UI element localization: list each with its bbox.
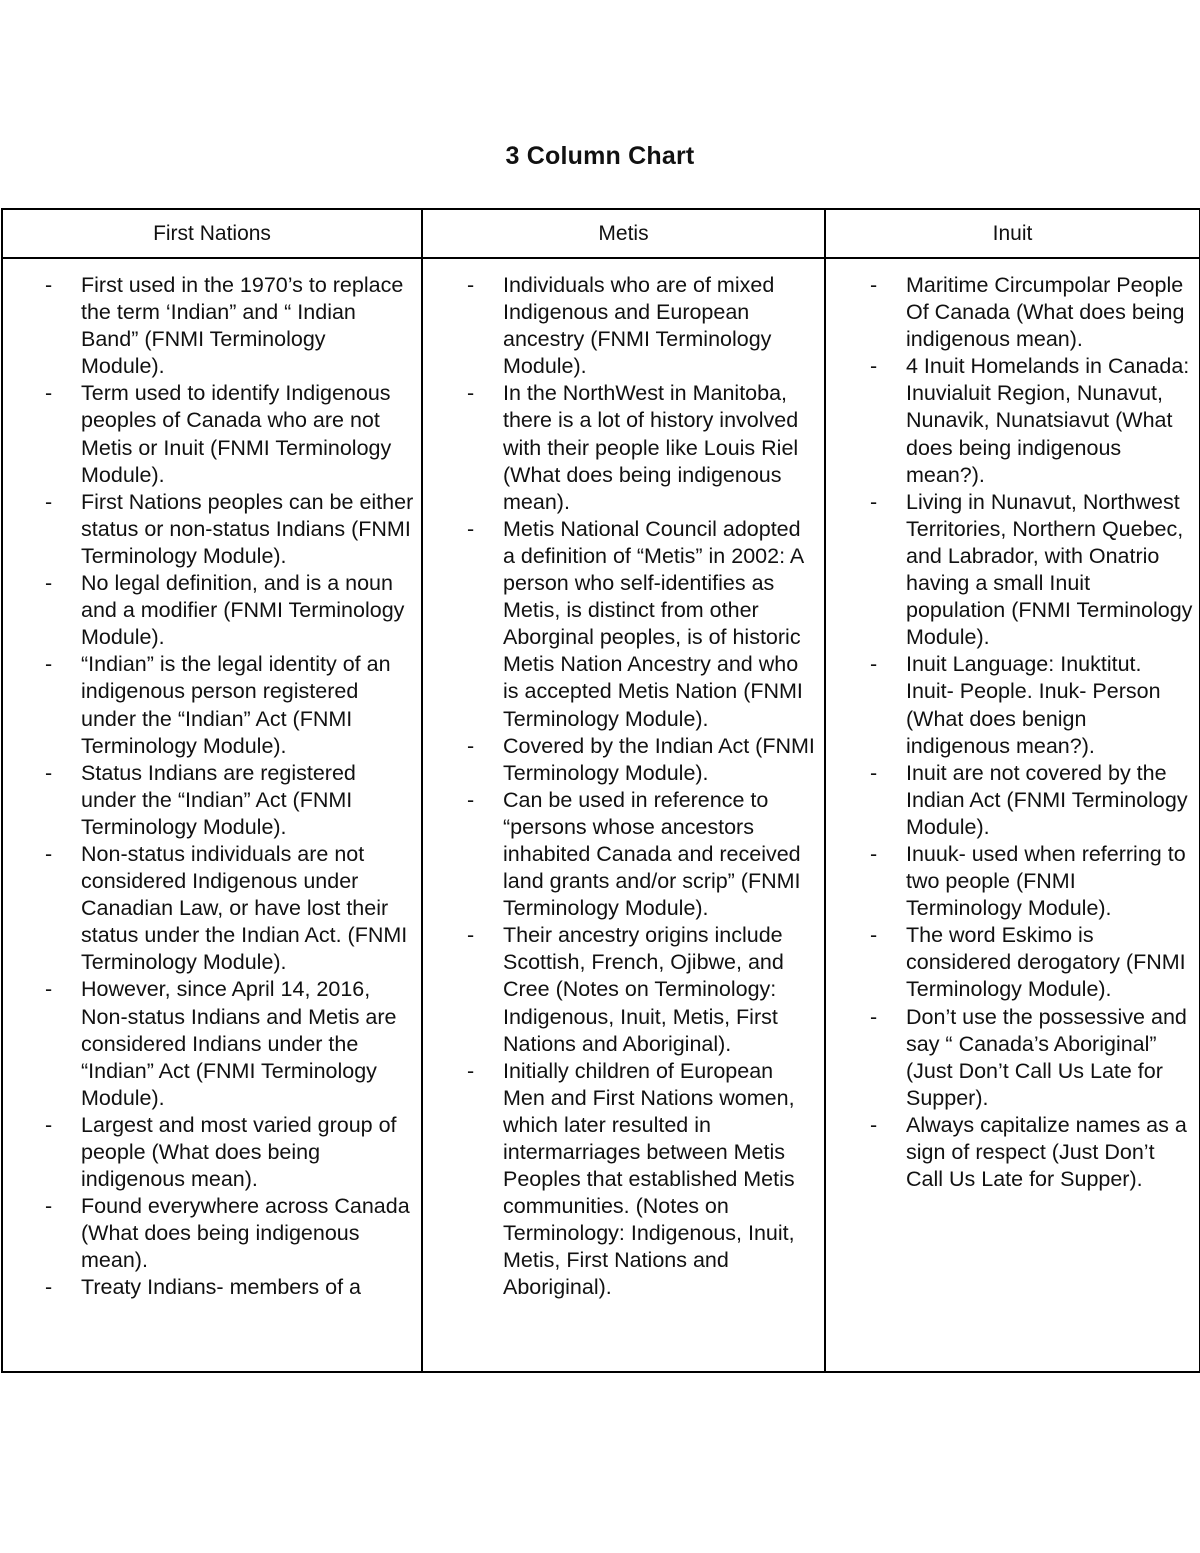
list-item (3, 651, 421, 759)
bullet-dash: - (45, 841, 53, 866)
list-item (3, 976, 421, 1111)
list-item (423, 733, 824, 787)
list-item-text: Their ancestry origins include Scottish, French, Ojibwe, and Cree (Notes on Terminology: Indigenous, Inuit, Metis, First Nations and Aboriginal). (503, 923, 784, 1056)
list-item-text: Always capitalize names as a sign of respect (Just Don’t Call Us Late for Supper). (906, 1112, 1187, 1192)
first-nations-list (3, 272, 421, 1302)
list-item (3, 489, 421, 570)
list-item-text: Term used to identify Indigenous peoples of Canada who are not Metis or Inuit (FNMI Terminology Module). (81, 381, 392, 487)
bullet-dash: - (45, 273, 53, 297)
bullet-dash: - (467, 923, 475, 948)
bullet-dash: - (870, 1112, 878, 1137)
list-item-text: Metis National Council adopted a definition of “Metis” in 2002: A person who self-identifies as Metis, is distinct from other Aborginal peoples, is of historic Metis Nation Ancestry and who is accepted Metis Nation (FNMI Terminology Module). (503, 516, 803, 731)
three-column-table (1, 208, 1200, 1373)
bullet-dash: - (45, 571, 53, 596)
list-item (3, 1274, 421, 1301)
bullet-dash: - (870, 652, 878, 677)
bullet-dash: - (45, 1275, 53, 1300)
list-item-text: “Indian” is the legal identity of an indigenous person registered under the “Indian” Act (FNMI Terminology Module). (81, 652, 391, 758)
bullet-dash: - (45, 1194, 53, 1219)
bullet-dash: - (870, 354, 878, 379)
column-header-first-nations: First Nations (2, 209, 422, 258)
bullet-dash: - (45, 489, 53, 514)
list-item (826, 353, 1199, 488)
list-item (3, 1112, 421, 1193)
list-item-text: Found everywhere across Canada (What does being indigenous mean). (81, 1194, 410, 1273)
metis-cell (422, 258, 825, 1372)
list-item-text: Don’t use the possessive and say “ Canada’s Aboriginal” (Just Don’t Call Us Late for Supper). (906, 1004, 1187, 1110)
column-header-metis: Metis (422, 209, 825, 258)
bullet-dash: - (467, 733, 475, 758)
list-item-text: Inuit are not covered by the Indian Act (FNMI Terminology Module). (906, 760, 1188, 839)
list-item (3, 1193, 421, 1274)
metis-list (423, 272, 824, 1302)
list-item-text: Maritime Circumpolar People Of Canada (What does being indigenous mean). (906, 273, 1185, 352)
list-item-text: Individuals who are of mixed Indigenous and European ancestry (FNMI Terminology Module). (503, 273, 775, 379)
bullet-dash: - (467, 381, 475, 406)
first-nations-cell (2, 258, 422, 1372)
list-item (3, 272, 421, 380)
header-row (2, 209, 1200, 258)
list-item-text: First Nations peoples can be either status or non-status Indians (FNMI Terminology Module). (81, 489, 414, 568)
list-item (826, 922, 1199, 1003)
list-item-text: Treaty Indians- members of a (81, 1275, 362, 1300)
list-item (826, 1112, 1199, 1193)
content-row (2, 258, 1200, 1372)
list-item (3, 841, 421, 976)
list-item-text: Status Indians are registered under the “Indian” Act (FNMI Terminology Module). (81, 760, 356, 839)
list-item-text: Can be used in reference to “persons whose ancestors inhabited Canada and received land grants and/or scrip” (FNMI Terminology Module). (503, 787, 801, 921)
bullet-dash: - (870, 760, 878, 785)
list-item (3, 380, 421, 488)
list-item (826, 760, 1199, 841)
list-item (826, 651, 1199, 759)
list-item (423, 787, 824, 922)
list-item-text: Living in Nunavut, Northwest Territories, Northern Quebec, and Labrador, with Onatrio having a small Inuit population (FNMI Terminology Module). (906, 489, 1193, 650)
bullet-dash: - (45, 760, 53, 785)
list-item-text: Inuit Language: Inuktitut. Inuit- People. Inuk- Person (What does benign indigenous mean?). (906, 652, 1161, 758)
list-item (826, 272, 1199, 353)
bullet-dash: - (45, 381, 53, 406)
bullet-dash: - (870, 489, 878, 514)
bullet-dash: - (467, 516, 475, 541)
list-item-text: In the NorthWest in Manitoba, there is a lot of history involved with their people like Louis Riel (What does being indigenous mean). (503, 381, 799, 514)
list-item (826, 489, 1199, 652)
bullet-dash: - (45, 1112, 53, 1137)
list-item-text: Non-status individuals are not considered Indigenous under Canadian Law, or have lost their status under the Indian Act. (FNMI Terminology Module). (81, 841, 408, 975)
list-item-text: However, since April 14, 2016, Non-status Indians and Metis are considered Indians under the “Indian” Act (FNMI Terminology Module). (81, 977, 397, 1110)
list-item (423, 922, 824, 1057)
list-item (423, 1058, 824, 1302)
list-item-text: No legal definition, and is a noun and a modifier (FNMI Terminology Module). (81, 571, 405, 650)
bullet-dash: - (45, 977, 53, 1002)
bullet-dash: - (870, 1004, 878, 1029)
list-item-text: Initially children of European Men and First Nations women, which later resulted in intermarriages between Metis Peoples that established Metis communities. (Notes on Terminology: Indigenous, Inuit, Metis, First Nations and Aboriginal). (503, 1058, 795, 1300)
bullet-dash: - (870, 923, 878, 948)
bullet-dash: - (467, 1058, 475, 1083)
list-item (423, 516, 824, 733)
inuit-cell (825, 258, 1200, 1372)
list-item-text: 4 Inuit Homelands in Canada: Inuvialuit Region, Nunavut, Nunavik, Nunatsiavut (What does being indigenous mean?). (906, 354, 1190, 487)
page-title: 3 Column Chart (505, 142, 695, 170)
column-header-inuit: Inuit (825, 209, 1200, 258)
bullet-dash: - (467, 787, 475, 812)
list-item (3, 760, 421, 841)
list-item (423, 272, 824, 380)
bullet-dash: - (467, 273, 475, 297)
list-item-text: Covered by the Indian Act (FNMI Terminology Module). (503, 733, 815, 785)
list-item (423, 380, 824, 515)
bullet-dash: - (870, 273, 878, 297)
list-item-text: Largest and most varied group of people (What does being indigenous mean). (81, 1112, 397, 1192)
list-item (3, 570, 421, 651)
list-item (826, 841, 1199, 922)
bullet-dash: - (45, 652, 53, 677)
inuit-list (826, 272, 1199, 1193)
list-item-text: The word Eskimo is considered derogatory (FNMI Terminology Module). (906, 923, 1186, 1002)
list-item-text: Inuuk- used when referring to two people (FNMI Terminology Module). (906, 841, 1186, 921)
bullet-dash: - (870, 841, 878, 866)
list-item (826, 1004, 1199, 1112)
list-item-text: First used in the 1970’s to replace the term ‘Indian” and “ Indian Band” (FNMI Terminology Module). (81, 273, 404, 379)
